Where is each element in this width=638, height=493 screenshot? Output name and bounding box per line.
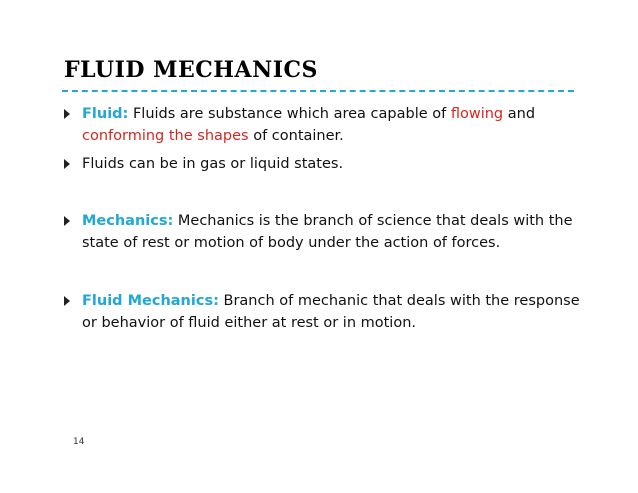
bullet-text-part: of container. <box>248 128 344 144</box>
title-divider <box>62 90 574 92</box>
term-fluid-mechanics: Fluid Mechanics: <box>82 293 219 309</box>
bullet-fluid <box>64 103 584 147</box>
bullet-text <box>82 210 584 254</box>
bullet-mechanics <box>64 210 584 254</box>
bullet-text-part: and <box>503 106 536 122</box>
bullet-arrow-icon <box>64 159 70 169</box>
bullet-text <box>82 103 584 147</box>
bullet-arrow-icon <box>64 109 70 119</box>
slide-title: FLUID MECHANICS <box>64 57 318 83</box>
bullet-text-part: Branch of mechanic that deals with the response or behavior of fluid either at rest or in motion. <box>82 293 580 331</box>
highlight-flowing: flowing <box>450 106 504 122</box>
term-mechanics: Mechanics: <box>82 213 174 229</box>
bullet-text-part: Fluids are substance which area capable of <box>128 106 451 122</box>
bullet-arrow-icon <box>64 296 70 306</box>
bullet-fluid-mechanics <box>64 290 584 334</box>
bullet-text <box>82 290 584 334</box>
bullet-arrow-icon <box>64 216 70 226</box>
page-number: 14 <box>73 437 85 447</box>
term-fluid: Fluid: <box>82 106 129 122</box>
bullet-states <box>64 153 584 175</box>
bullet-text-part: Mechanics is the branch of science that deals with the state of rest or motion of body under the action of forces. <box>82 213 573 251</box>
bullet-text: Fluids can be in gas or liquid states. <box>82 156 344 172</box>
highlight-conforming: conforming the shapes <box>82 128 249 144</box>
